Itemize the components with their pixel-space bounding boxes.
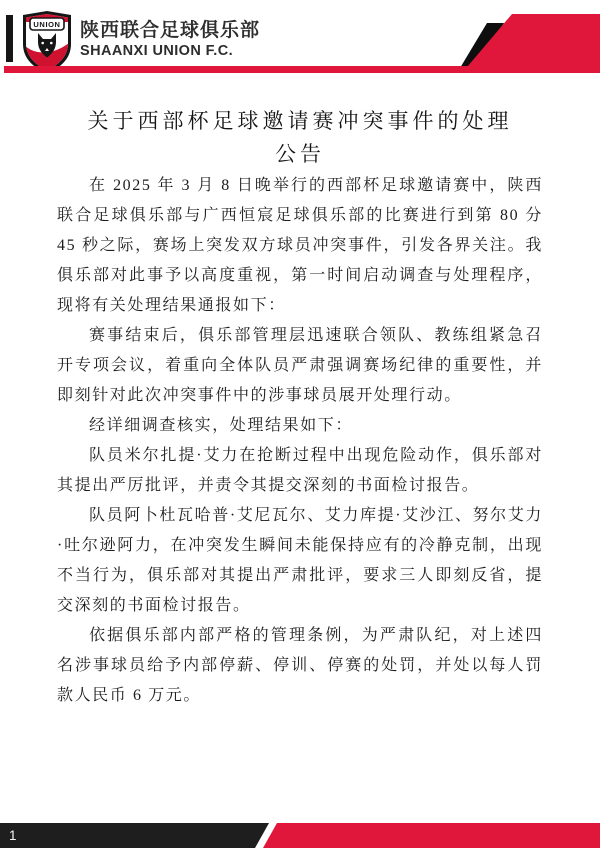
document-body: [57, 171, 543, 711]
paragraph: 赛事结束后，俱乐部管理层迅速联合领队、教练组紧急召开专项会议，着重向全体队员严肃强调赛场纪律的重要性，并即刻针对此次冲突事件中的涉事球员展开处理行动。: [57, 327, 543, 404]
paragraph: 在 2025 年 3 月 8 日晚举行的西部杯足球邀请赛中，陕西联合足球俱乐部与广西恒宸足球俱乐部的比赛进行到第 80 分 45 秒之际，赛场上突发双方球员冲突事件，引发各界关注。我俱乐部对此事予以高度重视，第一时间启动调查与处理程序，现将有关处理结果通报如下：: [57, 177, 543, 314]
paragraph: 队员阿卜杜瓦哈普·艾尼瓦尔、艾力库提·艾沙江、努尔艾力·吐尔逊阿力，在冲突发生瞬间未能保持应有的冷静克制，出现不当行为，俱乐部对其提出严肃批评，要求三人即刻反省，提交深刻的书面检讨报告。: [57, 507, 543, 614]
header-red-slash: [462, 14, 600, 73]
club-names: [80, 19, 260, 60]
title-line-1: 关于西部杯足球邀请赛冲突事件的处理: [87, 109, 513, 133]
badge-label-text: UNION: [33, 20, 61, 30]
header-black-slash: [457, 23, 504, 73]
paragraph: 经详细调查核实，处理结果如下：: [89, 417, 354, 434]
header-red-band: [4, 66, 600, 73]
left-accent-bar: [6, 15, 13, 62]
paragraph: 队员米尔扎提·艾力在抢断过程中出现危险动作，俱乐部对其提出严厉批评，并责令其提交深刻的书面检讨报告。: [57, 447, 543, 494]
page-number: 1: [9, 827, 17, 843]
announcement-document: [57, 105, 543, 711]
document-title: [57, 105, 543, 171]
paragraph: 依据俱乐部内部严格的管理条例，为严肃队纪，对上述四名涉事球员给予内部停薪、停训、停赛的处罚，并处以每人罚款人民币 6 万元。: [57, 627, 543, 704]
club-badge-icon: [21, 10, 73, 74]
footer-bar: [0, 823, 600, 848]
club-name-cn: 陕西联合足球俱乐部: [80, 20, 261, 41]
club-name-en: SHAANXI UNION F.C.: [80, 43, 234, 59]
title-line-2: 公告: [275, 142, 325, 166]
header: [0, 0, 600, 76]
